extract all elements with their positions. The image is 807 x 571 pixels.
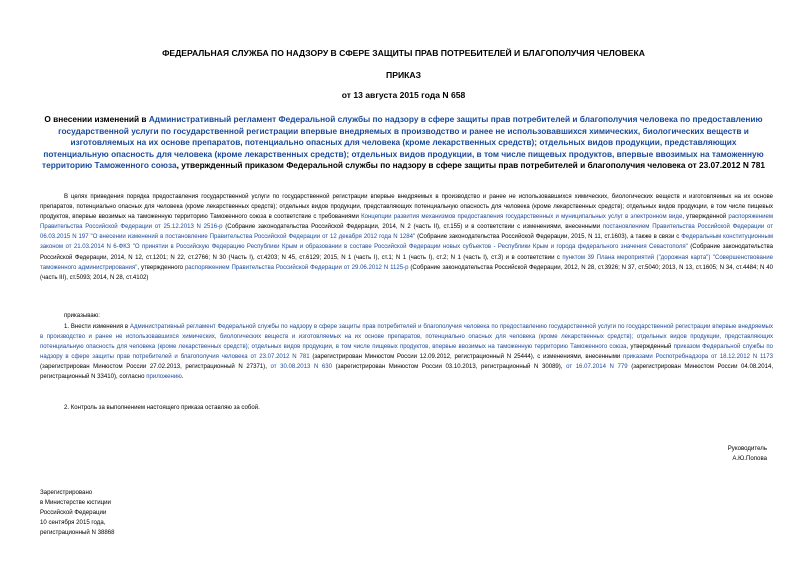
order-1173-link[interactable]: приказами Роспотребнадзора от 18.12.2012 N 1173 [623,354,773,361]
document-date: от 13 августа 2015 года N 658 [341,90,466,100]
order-2516-link[interactable]: распоряжением Правительства Российской Федерации от 25.12.2013 N 2516-р [40,214,773,231]
item-1-paragraph [40,322,773,383]
preamble-text-3: (Собрание законодательства Российской Федерации, 2014, N 2 (часть II), ст.155) и в соответствии с изменениями, внесенными [222,224,603,231]
document-type: ПРИКАЗ [386,70,421,80]
agency-header: ФЕДЕРАЛЬНАЯ СЛУЖБА ПО НАДЗОРУ В СФЕРЕ ЗАЩИТЫ ПРАВ ПОТРЕБИТЕЛЕЙ И БЛАГОПОЛУЧИЯ ЧЕЛОВЕКА [162,48,645,58]
order-word: приказываю: [64,313,100,319]
order-1125-link[interactable]: распоряжением Правительства Российской Федерации от 29.06.2012 N 1125-р [184,264,409,271]
registration-line: 10 сентября 2015 года, [40,519,106,526]
roadmap-link[interactable]: пунктом 39 Плана мероприятий ("дорожная карта") "Совершенствование таможенного администрирования" [40,254,773,271]
resolution-197-link[interactable]: постановлением Правительства Российской Федерации от 06.03.2015 N 197 "О внесении изменений в постановление Правительства Российской Федерации от 12 декабря 2012 года N 1284" [40,224,774,241]
signature-name: А.Ю.Попова [732,455,767,462]
item-1-text-5: (зарегистрирован Минюстом России 03.10.2013, регистрационный N 30089), [332,364,567,371]
preamble-text-7: (Собрание законодательства Российской Федерации, 2012, N 28, ст.3926; N 37, ст.5040; 2013, N 13, ст.1605; N 34, ст.4484; N 40 (часть III), ст.5093; 2014, N 28, ст.4102) [40,264,773,281]
preamble-text-4: (Собрание законодательства Российской Федерации, 2015, N 11, ст.1603), а также в связи с [415,234,682,241]
item-1-text-4: (зарегистрирован Минюстом России 27.02.2013, регистрационный N 27371), [40,364,271,371]
title-text-end: , утвержденный приказом Федеральной службы по надзору в сфере защиты прав потребителей и благополучия человека от 23.07.2012 N 781 [176,160,765,171]
registration-block [40,488,115,538]
preamble-text-2: , утвержденной [682,214,729,221]
law-6fkz-link[interactable]: Федеральным конституционным законом от 21.03.2014 N 6-ФКЗ "О принятии в Российскую Федерацию Республики Крым и образовании в составе Российской Федерации новых субъектов - Республики Крым и города федерального значения Севастополя" [40,234,773,251]
title-regulation-link[interactable]: Административный регламент Федеральной службы по надзору в сфере защиты прав потребителей и благополучия человека по предоставлению государственной услуги по государственной регистрации впервые внедряемых в производство и ранее не использовавшихся химических, биологических веществ и изготовляемых на их основе препаратов, потенциально опасных для человека (кроме лекарственных средств); отдельных видов продукции, представляющих потенциальную опасность для человека (кроме лекарственных средств); отдельных видов продукции, в том числе пищевых продуктов, впервые ввозимых на таможенную территорию Таможенного союза [42,114,764,171]
concept-link[interactable]: Концепции развития механизмов предоставления государственных и муниципальных услуг в электронном виде [361,214,683,221]
order-779-link[interactable]: от 16.07.2014 N 779 [566,364,628,371]
item-1-text-1: 1. Внести изменения в [64,324,130,330]
item-1-text-3: (зарегистрирован Минюстом России 12.09.2012, регистрационный N 25444), с изменениями, внесенными [309,354,624,361]
title-text: О внесении изменений в [44,114,149,124]
preamble-paragraph [40,192,773,283]
document-title [42,114,765,172]
registration-line: Зарегистрировано [40,489,93,496]
item-1-text-2: , утвержденный [626,344,674,351]
registration-line: регистрационный N 38868 [40,529,115,536]
order-781-link[interactable]: приказом Федеральной службы по надзору в сфере защиты прав потребителей и благополучия человека от 23.07.2012 N 781 [40,344,773,361]
regulation-link[interactable]: Административный регламент Федеральной службы по надзору в сфере защиты прав потребителей и благополучия человека по предоставлению государственной услуги по государственной регистрации впервые внедряемых в производство и ранее не использовавшихся химических, биологических веществ и изготовляемых на их основе препаратов, потенциально опасных для человека (кроме лекарственных средств); отдельных видов продукции, представляющих потенциальную опасность для человека (кроме лекарственных средств); отдельных видов продукции, в том числе пищевых продуктов, впервые ввозимых на таможенную территорию Таможенного союза [40,324,774,351]
item-2-paragraph: 2. Контроль за выполнением настоящего приказа оставляю за собой. [64,405,260,411]
signature-block [728,444,767,464]
item-1-text-6: (зарегистрирован Минюстом России 04.08.2014, регистрационный N 33410), согласно [40,364,773,381]
registration-line: Российской Федерации [40,509,107,516]
preamble-text-6: , утвержденного [137,264,185,271]
preamble-text-5: (Собрание законодательства Российской Федерации, 2014, N 12, ст.1201; N 22, ст.2766; N 30 (Часть I), ст.4203; N 45, ст.6129; 2015, N 1 (часть I), ст.1; N 1 (часть I), ст.2; N 1 (часть I), ст.3) и в соответствии с [40,244,773,261]
order-630-link[interactable]: от 30.08.2013 N 630 [270,364,333,371]
preamble-text-1: В целях приведения порядка предоставления государственной услуги по государственной регистрации впервые внедряемых в производство и ранее не использовавшихся химических, биологических веществ и изготовляемых на их основе препаратов, потенциально опасных для человека (кроме лекарственных средств); отдельных видов продукции, представляющих потенциальную опасность для человека (кроме лекарственных средств); отдельных видов продукции, в том числе пищевых продуктов, впервые ввозимых на таможенную территорию Таможенного союза в соответствие с требованиями [40,194,773,221]
appendix-link[interactable]: приложению [146,374,182,381]
signature-role: Руководитель [727,445,767,452]
registration-line: в Министерстве юстиции [40,499,111,506]
item-1-text-7: . [181,374,184,381]
